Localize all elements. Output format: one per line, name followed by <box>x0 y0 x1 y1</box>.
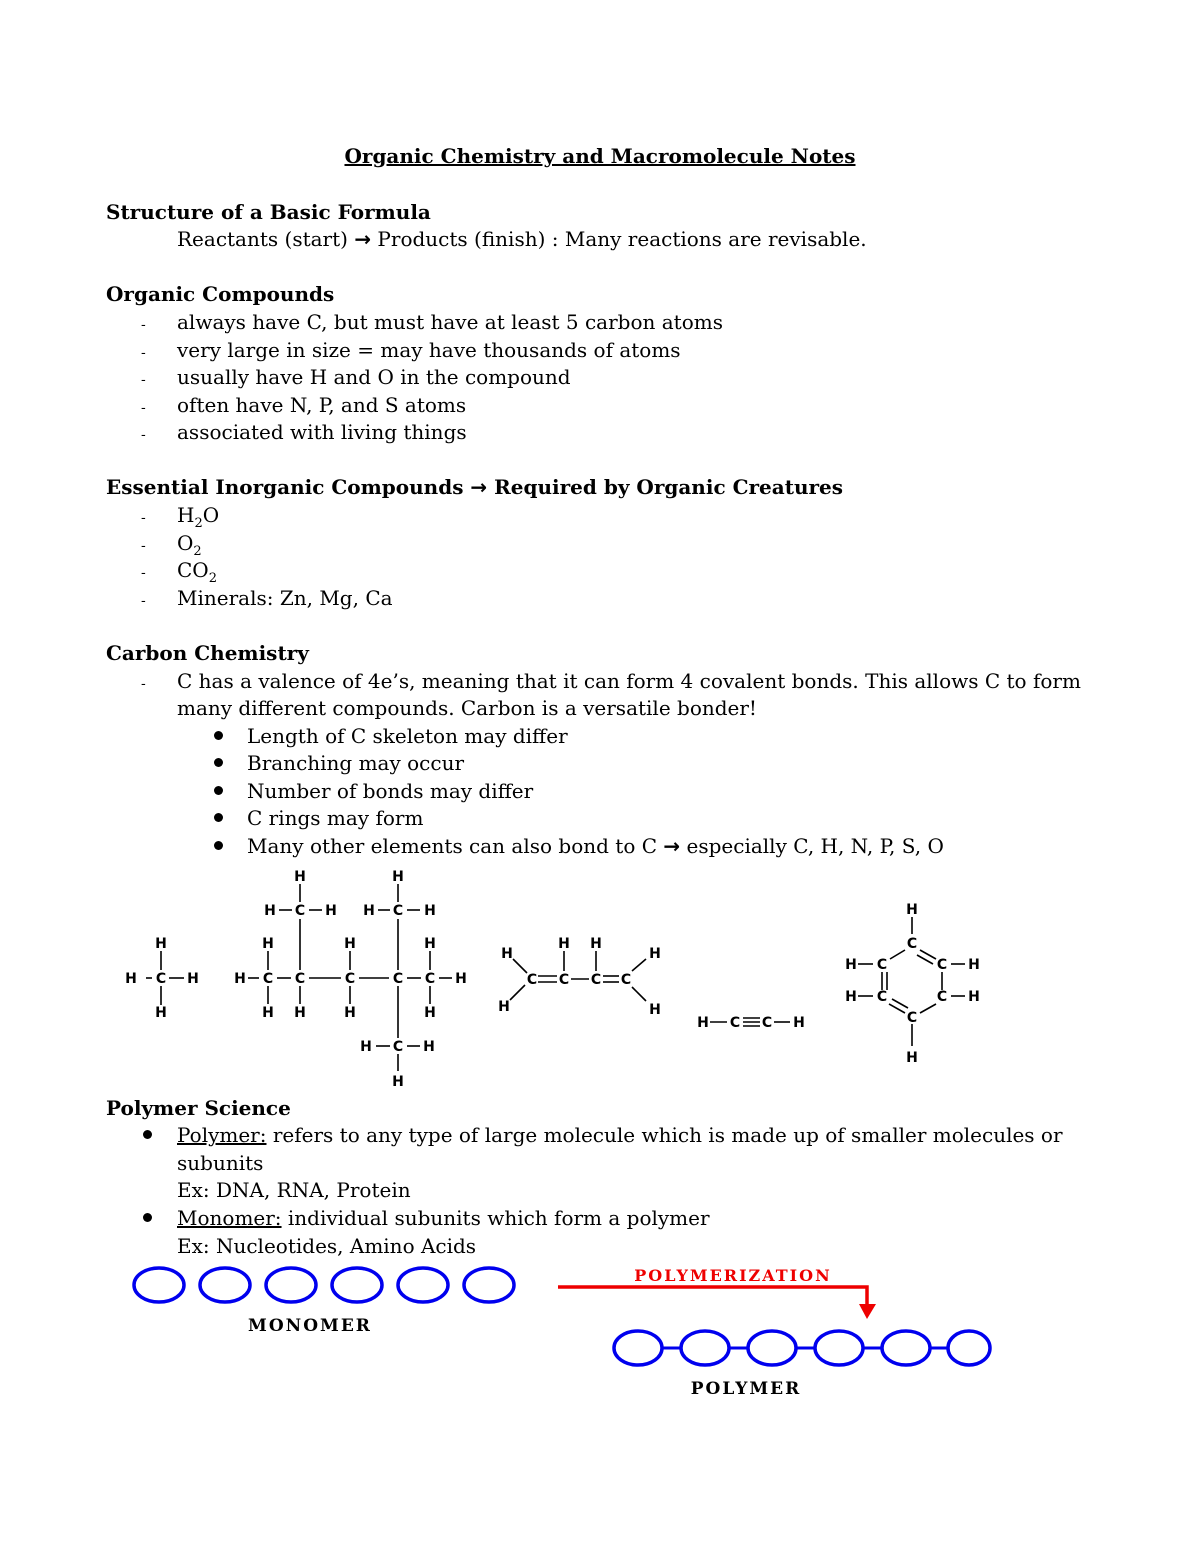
right-arrow-icon: → <box>470 475 488 499</box>
carbon-atom: C <box>936 989 948 1005</box>
hydrogen-atom: H <box>501 946 513 962</box>
carbon-atom: C <box>392 971 404 987</box>
list-item: very large in size = may have thousands of atoms <box>177 338 681 362</box>
hydrogen-atom: H <box>294 1005 306 1021</box>
polymer-unit-circle <box>948 1331 990 1365</box>
list-item-text: Many other elements can also bond to C <box>247 834 664 858</box>
list-item: C rings may form <box>247 806 424 830</box>
section-heading-basic-formula: Structure of a Basic Formula <box>106 200 431 224</box>
list-item: Branching may occur <box>247 751 465 775</box>
carbon-atom: C <box>424 971 436 987</box>
carbon-atom: C <box>294 971 306 987</box>
formula-subscript: 2 <box>193 544 202 559</box>
right-arrow-icon: → <box>354 227 372 251</box>
carbon-atom: C <box>558 972 570 988</box>
carbon-atom: C <box>906 936 918 952</box>
list-item: Number of bonds may differ <box>247 779 534 803</box>
dash-bullet-icon: - <box>141 345 146 361</box>
carbon-atom: C <box>876 989 888 1005</box>
hydrogen-atom: H <box>360 1039 372 1055</box>
polymer-unit-circle <box>681 1331 729 1365</box>
list-item: often have N, P, and S atoms <box>177 393 467 417</box>
hydrogen-atom: H <box>845 957 857 973</box>
dash-bullet-icon: - <box>141 372 146 388</box>
polymer-unit-circle <box>614 1331 662 1365</box>
section-heading-organic-compounds: Organic Compounds <box>106 282 335 306</box>
reactants-text: Reactants (start) <box>177 227 355 251</box>
hydrogen-atom: H <box>155 1005 167 1021</box>
monomer-term: Monomer: <box>177 1206 282 1230</box>
inorganic-heading-text-2: Required by Organic Creatures <box>487 475 844 499</box>
hydrogen-atom: H <box>906 1050 918 1066</box>
dash-bullet-icon: - <box>141 565 146 581</box>
carbon-atom: C <box>392 1039 404 1055</box>
hydrogen-atom: H <box>424 1005 436 1021</box>
monomer-label: MONOMER <box>248 1316 372 1336</box>
formula-tail: O <box>202 503 220 527</box>
page-title: Organic Chemistry and Macromolecule Notes <box>344 144 856 168</box>
formula-subscript: 2 <box>208 571 217 586</box>
hydrogen-atom: H <box>423 1039 435 1055</box>
hydrogen-atom: H <box>262 936 274 952</box>
hydrogen-atom: H <box>558 936 570 952</box>
carbon-atom: C <box>294 903 306 919</box>
polymer-chain <box>614 1331 990 1365</box>
list-item: Length of C skeleton may differ <box>247 724 568 748</box>
hydrogen-atom: H <box>968 957 980 973</box>
hydrogen-atom: H <box>344 936 356 952</box>
monomer-circle <box>464 1268 514 1302</box>
list-item: associated with living things <box>177 420 467 444</box>
carbon-atom: C <box>936 957 948 973</box>
carbon-atom: C <box>526 972 538 988</box>
inorganic-heading-text: Essential Inorganic Compounds <box>106 475 471 499</box>
section-heading-carbon: Carbon Chemistry <box>106 641 309 665</box>
hydrogen-atom: H <box>392 1074 404 1090</box>
dash-bullet-icon: - <box>141 676 146 692</box>
polymerization-label: POLYMERIZATION <box>634 1266 832 1285</box>
section-heading-polymer: Polymer Science <box>106 1096 291 1120</box>
hydrogen-atom: H <box>294 869 306 885</box>
hydrogen-atom: H <box>590 936 602 952</box>
carbon-atom: C <box>620 972 632 988</box>
polymer-example: Ex: DNA, RNA, Protein <box>177 1178 411 1202</box>
polymer-unit-circle <box>748 1331 796 1365</box>
hydrogen-atom: H <box>125 971 137 987</box>
hydrogen-atom: H <box>187 971 199 987</box>
hydrogen-atom: H <box>793 1015 805 1031</box>
monomer-example: Ex: Nucleotides, Amino Acids <box>177 1234 477 1258</box>
carbon-atom: C <box>344 971 356 987</box>
products-text: Products (finish) : Many reactions are revisable. <box>371 227 867 251</box>
list-item: always have C, but must have at least 5 carbon atoms <box>177 310 723 334</box>
hydrogen-atom: H <box>968 989 980 1005</box>
monomer-circles <box>134 1268 514 1302</box>
dash-bullet-icon: - <box>141 317 146 333</box>
polymer-unit-circle <box>815 1331 863 1365</box>
hydrogen-atom: H <box>262 1005 274 1021</box>
hydrogen-atom: H <box>424 936 436 952</box>
monomer-circle <box>398 1268 448 1302</box>
formula-subscript: 2 <box>194 516 203 531</box>
hydrogen-atom: H <box>264 903 276 919</box>
carbon-atom: C <box>155 971 167 987</box>
dash-bullet-icon: - <box>141 427 146 443</box>
hydrogen-atom: H <box>455 971 467 987</box>
polymer-term: Polymer: <box>177 1123 267 1147</box>
carbon-atom: C <box>729 1015 741 1031</box>
carbon-atom: C <box>906 1010 918 1026</box>
carbon-atom: C <box>590 972 602 988</box>
hydrogen-atom: H <box>363 903 375 919</box>
hydrogen-atom: H <box>906 902 918 918</box>
dash-bullet-icon: - <box>141 538 146 554</box>
list-item-text-2: especially C, H, N, P, S, O <box>680 834 944 858</box>
right-arrow-icon: → <box>663 834 681 858</box>
dash-bullet-icon: - <box>141 593 146 609</box>
formula-base: O <box>177 531 194 555</box>
carbon-atom: C <box>761 1015 773 1031</box>
carbon-text-line-2: many different compounds. Carbon is a versatile bonder! <box>177 696 757 720</box>
hydrogen-atom: H <box>325 903 337 919</box>
list-item: usually have H and O in the compound <box>177 365 571 389</box>
formula-base: H <box>177 503 195 527</box>
polymer-unit-circle <box>882 1331 930 1365</box>
polymer-label: POLYMER <box>690 1379 802 1399</box>
monomer-circle <box>200 1268 250 1302</box>
list-item-minerals: Minerals: Zn, Mg, Ca <box>177 586 393 610</box>
polymerization-arrow <box>558 1287 876 1319</box>
dash-bullet-icon: - <box>141 400 146 416</box>
monomer-circle <box>266 1268 316 1302</box>
dash-bullet-icon: - <box>141 510 146 526</box>
hydrogen-atom: H <box>155 936 167 952</box>
polymer-def-text: refers to any type of large molecule which is made up of smaller molecules or <box>266 1123 1063 1147</box>
hydrogen-atom: H <box>697 1015 709 1031</box>
carbon-atom: C <box>262 971 274 987</box>
monomer-def-text: individual subunits which form a polymer <box>281 1206 710 1230</box>
formula-base: CO <box>177 558 209 582</box>
monomer-circle <box>332 1268 382 1302</box>
carbon-atom: C <box>392 903 404 919</box>
hydrogen-atom: H <box>649 1002 661 1018</box>
carbon-text-line-1: C has a valence of 4e’s, meaning that it can form 4 covalent bonds. This allows C to form <box>177 669 1081 693</box>
polymer-definition-cont: subunits <box>177 1151 264 1175</box>
hydrogen-atom: H <box>424 903 436 919</box>
hydrogen-atom: H <box>392 869 404 885</box>
carbon-atom: C <box>876 957 888 973</box>
monomer-circle <box>134 1268 184 1302</box>
hydrogen-atom: H <box>234 971 246 987</box>
hydrogen-atom: H <box>649 946 661 962</box>
hydrogen-atom: H <box>498 999 510 1015</box>
hydrogen-atom: H <box>344 1005 356 1021</box>
hydrogen-atom: H <box>845 989 857 1005</box>
